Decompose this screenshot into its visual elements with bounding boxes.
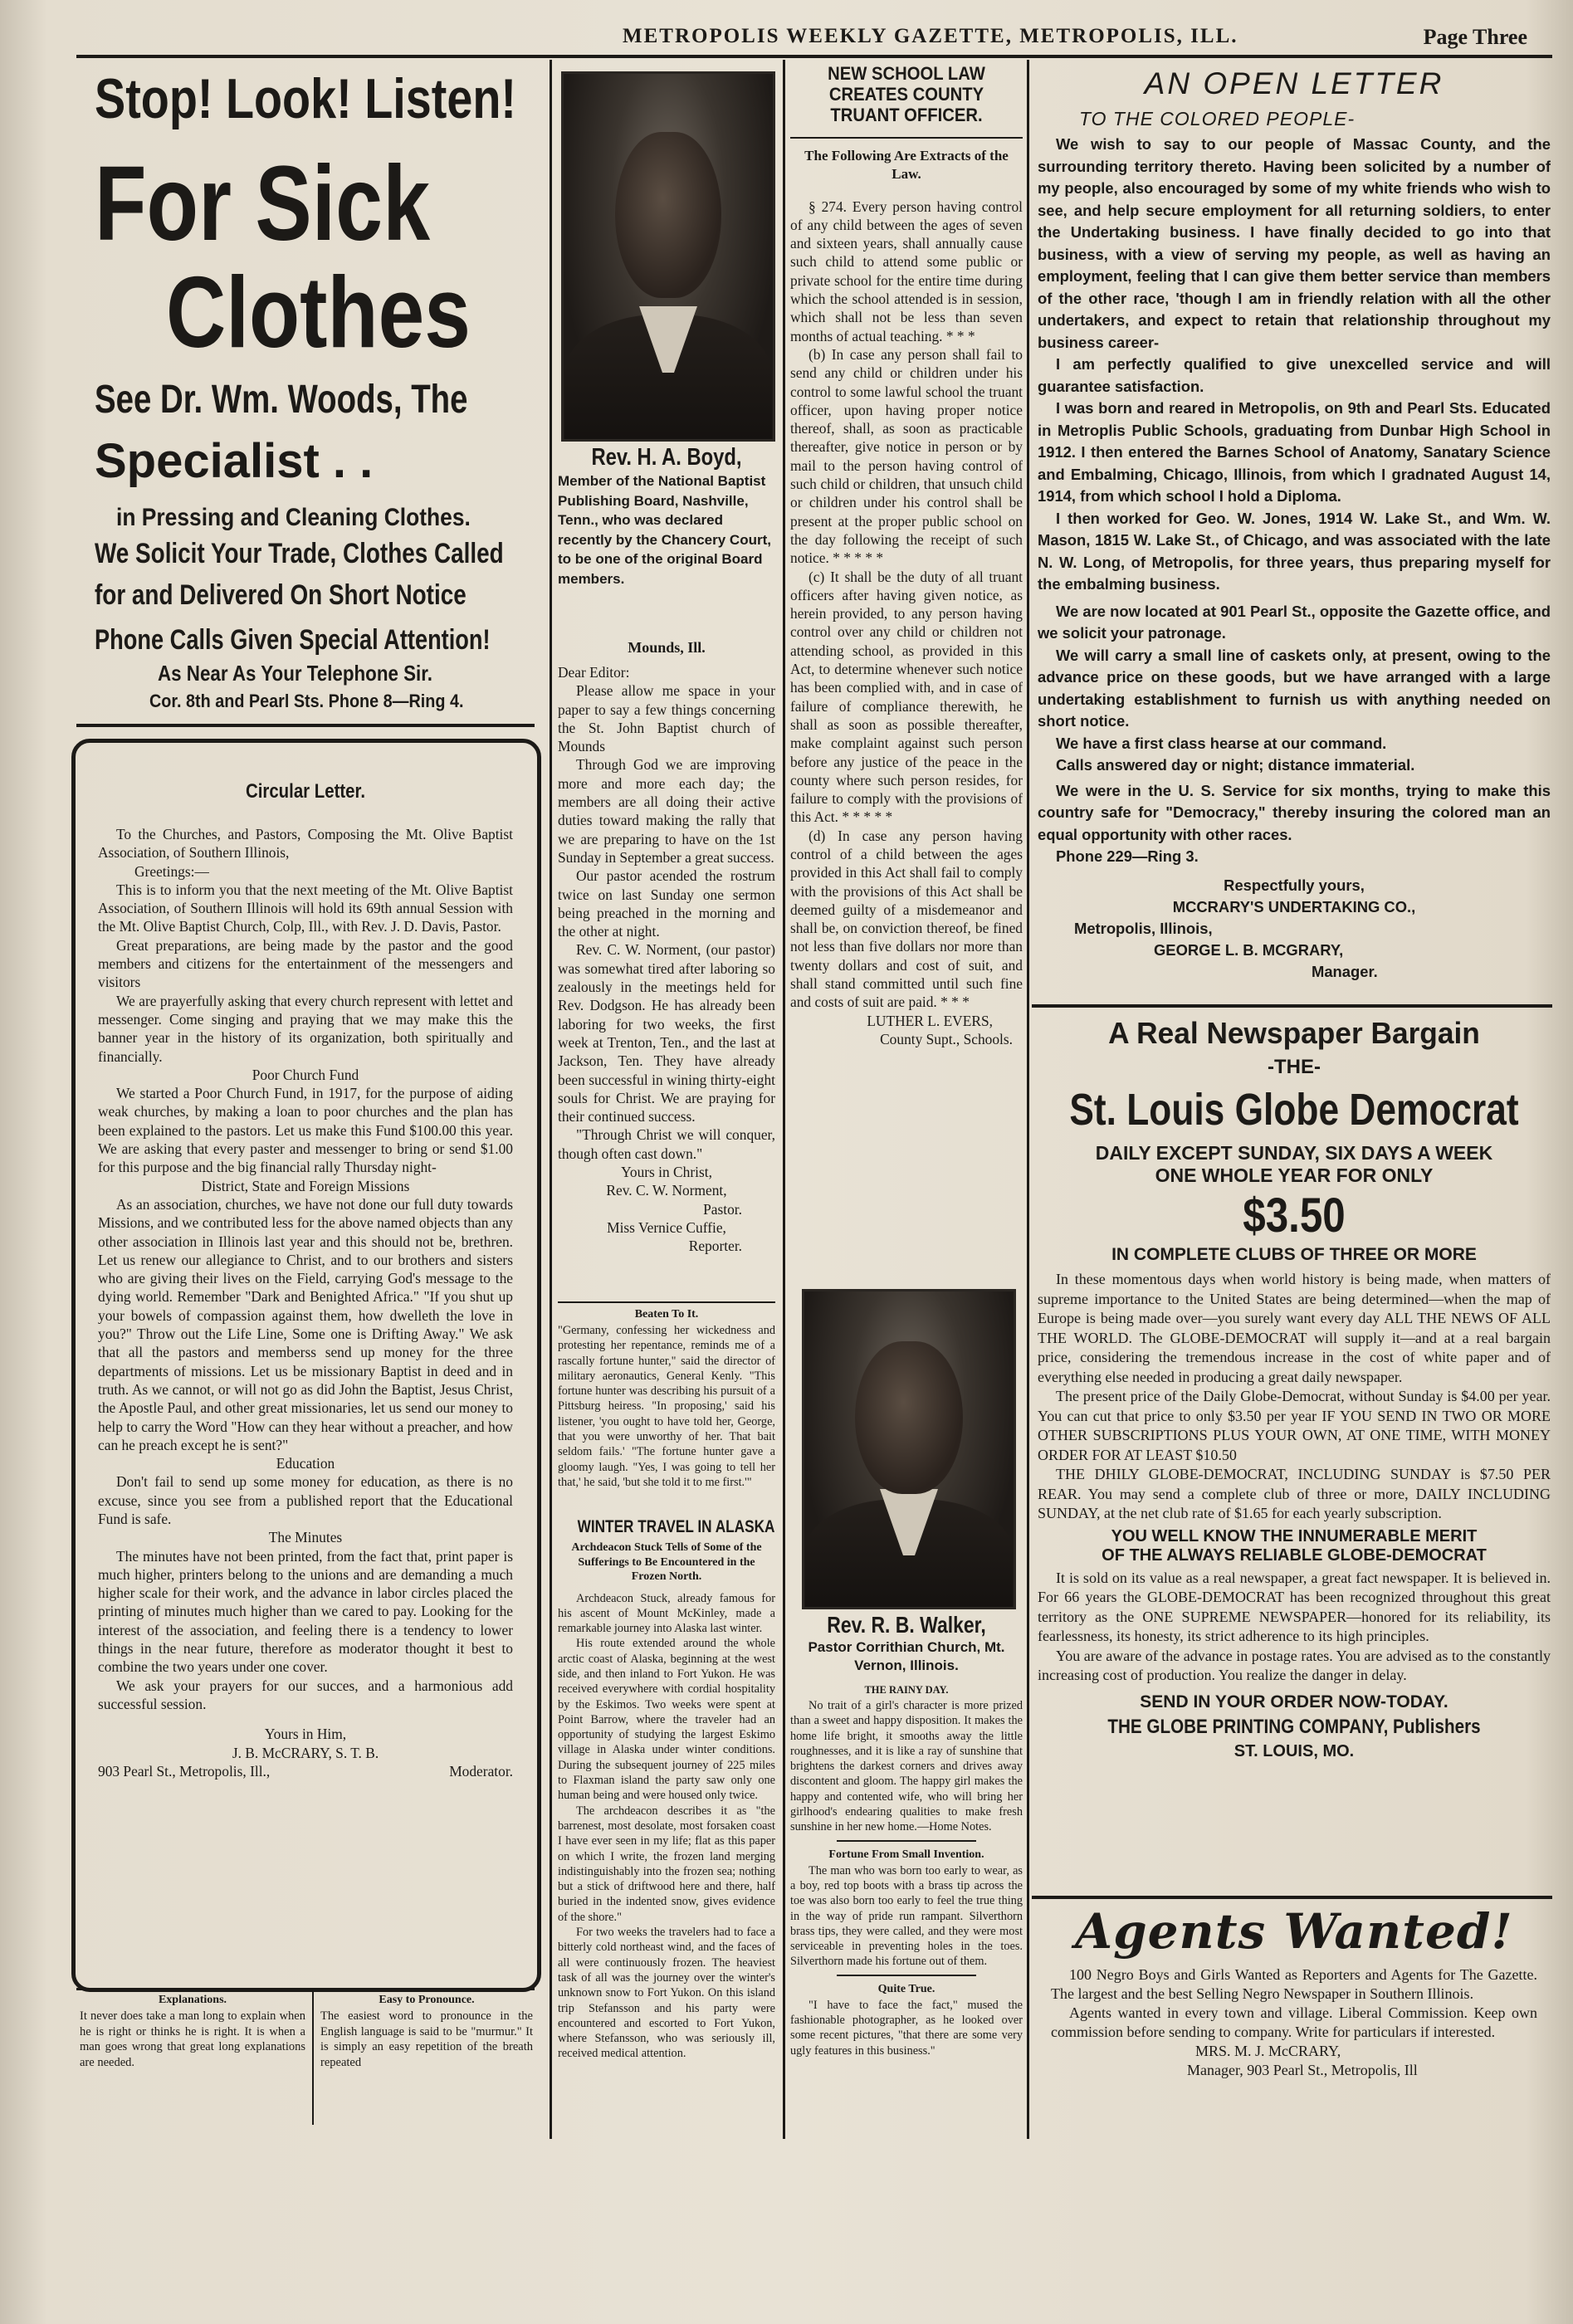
circular-closing: Yours in Him, <box>264 1726 347 1743</box>
globe-headline: A Real Newspaper Bargain <box>1108 1016 1480 1050</box>
globe-paragraph: The present price of the Daily Globe-Democrat, without Sunday is $4.00 per year. You can cut that price to only $3.50 per year IF YOU SEND IN TWO OR MORE OTHER SUBSCRIPTIONS PLUS YOUR OWN, AT ONE TIME, WITH MONEY ORDER FOR AT LEAST $10.50 <box>1038 1388 1551 1463</box>
agents-address: Manager, 903 Pearl St., Metropolis, Ill <box>1187 2062 1418 2078</box>
fortune-title: Fortune From Small Invention. <box>828 1848 984 1861</box>
globe-price: $3.50 <box>1243 1189 1346 1243</box>
explanations-item <box>80 1992 305 2158</box>
section-rule <box>1032 1896 1552 1899</box>
truant-signature-role: County Supt., Schools. <box>880 1030 1013 1047</box>
truant-article <box>790 63 1023 1275</box>
masthead <box>75 22 1552 53</box>
agents-signature: MRS. M. J. McCRARY, <box>1195 2043 1341 2059</box>
mounds-sig2: Miss Vernice Cuffie, <box>607 1218 726 1236</box>
alaska-subhead: Archdeacon Stuck Tells of Some of the Sufferings to Be Encountered in the Frozen North. <box>571 1541 762 1583</box>
globe-democrat-ad <box>1038 1011 1551 1886</box>
open-letter-phone: Phone 229—Ring 3. <box>1056 847 1199 865</box>
open-letter-paragraph: We will carry a small line of caskets only, at present, owing to the advance price on these goods, but we have arranged with a large undertaking establishment to furnish us with anything needed on short notice. <box>1038 646 1551 730</box>
alaska-article <box>558 1517 775 2136</box>
section-rule <box>558 1301 775 1303</box>
mounds-close: Yours in Christ, <box>621 1164 712 1181</box>
alaska-paragraph: His route extended around the whole arctic coast of Alaska, beginning at the west side, and then inland to Fort Yukon. He was received everywhere with cordial hospitality by the Eskimos. Two weeks were spent at Point Barrow, where the traveler had an opportunity of studying the largest Eskimo village in Alaska under winter conditions. During the subsequent journey of 225 miles to Flaxman island the party saw only one human being and were housed only twice. <box>558 1637 775 1803</box>
ad-specialist: Specialist . . <box>95 434 374 488</box>
circular-signature: J. B. McCRARY, S. T. B. <box>232 1744 379 1761</box>
truant-signature: LUTHER L. EVERS, <box>867 1012 993 1029</box>
globe-reliable: OF THE ALWAYS RELIABLE GLOBE-DEMOCRAT <box>1102 1545 1487 1565</box>
explanations-title: Explanations. <box>158 1994 227 2006</box>
section-rule <box>76 724 535 727</box>
open-letter-paragraph: We wish to say to our people of Massac County, and the surrounding territory thereto. Having been solicited by a number of my people, also encouraged by some of my white friends who wish to see, and help secure employment for all returning soldiers, to enter the Undertaking business. I have finally decided to go into that business, with a view of serving my people, as well as having an employment, feeling that I can give them better service than members of the other race, 'though I am in friendly relation with all the other undertakers, and expect to retain that relationship throughout my business career- <box>1038 135 1551 351</box>
alaska-paragraph: Archdeacon Stuck, already famous for his ascent of Mount McKinley, made a remarkable journey into Alaska last winter. <box>558 1591 775 1636</box>
agents-title: Agents Wanted! <box>1075 1903 1513 1960</box>
column-rule <box>1027 60 1029 2139</box>
ad-headline-clothes: Clothes <box>166 256 471 369</box>
globe-daily-except: DAILY EXCEPT SUNDAY, SIX DAYS A WEEK <box>1095 1142 1493 1164</box>
truant-title: NEW SCHOOL LAW CREATES COUNTY TRUANT OFFICER. <box>828 63 985 125</box>
truant-section-b: (b) In case any person shall fail to send any child or children under his control to some lawful school the truant officer, upon having proper notice thereof, shall, as soon as practicable thereafter, give notice in person or by mail to the person having control of such child or children, that unsuch child or children under his control shall be present at the proper public school on the day following the receipt of such notice. * * * * * <box>790 345 1023 567</box>
section-rule <box>1032 1004 1552 1008</box>
circular-paragraph: We are prayerfully asking that every church represent with lettet and messenger. Come singing and praying that we may make this the banner year in the history of its organization, both spiritually and financially. <box>98 992 513 1065</box>
column-rule <box>312 1992 314 2125</box>
globe-one-year: ONE WHOLE YEAR FOR ONLY <box>1155 1164 1434 1186</box>
boyd-caption <box>558 444 775 618</box>
globe-publisher: THE GLOBE PRINTING COMPANY, Publishers <box>1107 1715 1481 1738</box>
rainy-title: THE RAINY DAY. <box>864 1684 949 1696</box>
ad-line-delivered: for and Delivered On Short Notice <box>95 579 467 611</box>
open-letter-paragraph: I then worked for Geo. W. Jones, 1914 W. Lake St., and Wm. W. Mason, 1815 W. Lake St., of Chicago, and was associated with the late N. W. Long, of Metropolis, for three years, thus preparing myself for the embalming business. <box>1038 509 1551 593</box>
ad-doctor-name: See Dr. Wm. Woods, The <box>95 378 468 422</box>
masthead-title: METROPOLIS WEEKLY GAZETTE, METROPOLIS, ILL. <box>623 25 1238 47</box>
explanations-text: It never does take a man long to explain when he is right or thinks he is right. It is when a man goes wrong that great long explanations are needed. <box>80 2009 305 2069</box>
circular-greetings: Greetings:— <box>134 862 209 880</box>
boyd-name: Rev. H. A. Boyd, <box>591 444 742 471</box>
truant-section-c: (c) It shall be the duty of all truant officers after having given notice, as herein provided, to any person having control over any child or children not attending school, as provided in this Act, to determine whenever such notice has been complied with, and in case of failure of compliance therewith, he shall as soon as possible thereafter, make complaint against such person before any justice of the peace in the county where such person resides, for failure to comply with the provisions of this Act. * * * * * <box>790 568 1023 826</box>
mounds-sig1-role: Pastor. <box>703 1200 742 1218</box>
open-letter <box>1038 63 1551 1001</box>
circular-letter-title: Circular Letter. <box>246 780 365 803</box>
open-letter-title: AN OPEN LETTER <box>1144 66 1444 100</box>
section-rule <box>76 1988 535 1990</box>
open-letter-role: Manager. <box>1312 962 1378 980</box>
globe-masthead: St. Louis Globe Democrat <box>1069 1085 1519 1135</box>
circular-paragraph: Great preparations, are being made by the pastor and the good members and citizens for the entertainment of the messengers and visitors <box>98 936 513 991</box>
ad-headline-stop: Stop! Look! Listen! <box>95 67 516 130</box>
ad-line-solicit: We Solicit Your Trade, Clothes Called <box>95 538 504 569</box>
circular-paragraph: As an association, churches, we have not done our full duty towards Missions, and we contributed less for the above named objects than any other association in Illinois last year and this should not be, brethren. Let us renew our allegiance to Christ, and to our brothers and sisters who are giving their lives on the Field, carrying God's message to the dying world. Remember "Dark and Benighted Africa." "If you shut up your bowels of compassion against them, how dwelleth the love in you?" Throw out the Life Line, Some one is Drifting Away." We ask that all the pastors and memberss send up money for the three departments of missions. Let us be missionary Baptist in deed and in truth. As we cannot, or will not go as did John the Baptist, Jesus Christ, the Apostle Paul, and other great missionaries, let us send our money to help to carry the Word "How can they hear without a preacher, and how can he preach except he is sent?" <box>98 1195 513 1453</box>
alaska-paragraph: The archdeacon describes it as "the barrenest, most desolate, most forsaken coast I have ever seen in my life; flat as this paper on which I write, the frozen land merging indistinguishably into the frozen sea; nothing but a stick of driftwood here and there, half buried in the indented snow, gives evidence of the shore." <box>558 1804 775 1924</box>
mounds-sig2-role: Reporter. <box>688 1238 742 1255</box>
quite-true-title: Quite True. <box>877 1982 935 1995</box>
circular-paragraph: This is to inform you that the next meeting of the Mt. Olive Baptist Association, of Southern Illinois will hold its 69th annual Session with the Mt. Olive Baptist Church, Colp, Ill., with Rev. J. D. Davis, Pastor. <box>98 881 513 935</box>
agents-paragraph: 100 Negro Boys and Girls Wanted as Reporters and Agents for The Gazette. The largest and the best Selling Negro Newspaper in Southern Illinois. <box>1051 1966 1537 2002</box>
beaten-item <box>558 1306 775 1506</box>
pronounce-item <box>320 1992 533 2158</box>
open-letter-name: GEORGE L. B. MCGRARY, <box>1154 940 1344 959</box>
globe-merit: YOU WELL KNOW THE INNUMERABLE MERIT <box>1111 1526 1478 1545</box>
ad-line-telephone: As Near As Your Telephone Sir. <box>158 661 432 686</box>
mounds-paragraph: "Through Christ we will conquer, though often cast down." <box>558 1126 775 1162</box>
ad-address-phone: Cor. 8th and Pearl Sts. Phone 8—Ring 4. <box>149 691 464 711</box>
mounds-paragraph: Rev. C. W. Norment, (our pastor) was somewhat tired after laboring so zealously in the meetings held for Rev. Dodgson. He has already been laboring for two weeks, the first week at Trenton, Ten., and the last at Jackson, Ten. They have already been successful in wining thirty-eight souls for Christ. We are praying for their continued success. <box>558 941 775 1125</box>
masthead-rule <box>76 55 1552 58</box>
walker-caption <box>790 1612 1023 1678</box>
column-rule <box>783 60 785 2139</box>
globe-send-order: SEND IN YOUR ORDER NOW-TODAY. <box>1140 1692 1448 1711</box>
open-letter-paragraph: Calls answered day or night; distance immaterial. <box>1056 756 1415 774</box>
globe-city: ST. LOUIS, MO. <box>1233 1741 1355 1760</box>
open-letter-paragraph: We are now located at 901 Pearl St., opposite the Gazette office, and we solicit your patronage. <box>1038 602 1551 642</box>
globe-the: -THE- <box>1268 1056 1321 1078</box>
column-rule <box>550 60 552 2139</box>
circular-salutation: To the Churches, and Pastors, Composing the Mt. Olive Baptist Association, of Southern Illinois, <box>98 826 513 862</box>
quite-true-text: "I have to face the fact," mused the fashionable photographer, as he looked over some recent pictures, "that there are some very ugly features in this business." <box>790 1998 1023 2058</box>
mounds-paragraph: Our pastor acended the rostrum twice on last Sunday one sermon being preached in the morning and the other at night. <box>558 867 775 940</box>
page-number: Page Three <box>1423 25 1527 49</box>
circular-letter <box>98 780 513 1975</box>
walker-caption-text: Pastor Corrithian Church, Mt. Vernon, Illinois. <box>808 1639 1005 1673</box>
fortune-text: The man who was born too early to wear, as a boy, red top boots with a brass tip across the toe was also born too early to feel the true thing in the way of pride run rampant. Silverthorn brass tips, they were called, and they were most serviceable in preventing holes in the toes. Silverthorn made his fortune out of them. <box>790 1863 1023 1969</box>
mounds-paragraph: Through God we are improving more and more each day; the members are all doing their active duties toward making the rally that we are preparing to have on the 1st Sunday in September a great success. <box>558 756 775 866</box>
truant-section-274: § 274. Every person having control of any child between the ages of seven and sixteen years, shall annually cause such child to attend some public or private school for the entire time during which the school attended is in session, which shall not be less than seven months of actual teaching. * * * <box>790 198 1023 344</box>
pronounce-title: Easy to Pronounce. <box>379 1994 475 2006</box>
circular-subhead: District, State and Foreign Missions <box>201 1177 410 1194</box>
agents-paragraph: Agents wanted in every town and village. Liberal Commission. Keep own commission before sending to company. Write for particulars if interested. <box>1051 2004 1537 2040</box>
circular-paragraph: The minutes have not been printed, from the fact that, print paper is much higher, printers belong to the unions and are demanding a much higher scale for their work, and the advance in labor circles placed the printing of minutes much higher than we cared to pay. Looking for the interest of the association, and feeling there is a tendency to lower things in the near future, therefore as moderator thought it best to combine the two years under one cover. <box>98 1547 513 1676</box>
truant-section-d: (d) In case any person having control of a child between the ages provided in this Act shall fail to comply with the provisions of this Act shall be deemed guilty of a misdemeanor and shall be, on conviction thereof, be fined not less than five dollars nor more than twenty dollars and cost of suit, and shall stand committed until such fine and costs of suit are paid. * * * <box>790 827 1023 1011</box>
rainy-text: No trait of a girl's character is more prized than a sweet and happy disposition. It makes the home life bright, it smooths away the little roughnesses, and it is like a ray of sunshine that brightens the darkest corners and drives away discontent and gloom. The happy girl makes the happy and contented wife, who will bring her girlhood's endearing qualities to make fresh sunshine in her new home.—Home Notes. <box>790 1699 1023 1834</box>
ad-line-phone-calls: Phone Calls Given Special Attention! <box>95 624 491 656</box>
agents-wanted-ad <box>1038 1902 1551 2143</box>
open-letter-paragraph: I was born and reared in Metropolis, on 9th and Pearl Sts. Educated in Metroplis Public Schools, graduating from Dunbar High School in 1912. I then entered the Barnes School of Anatomy, Sanatary Science and Embalming, Chicago, Illinois, from which I gradnated August 14, 1914, from which school I hold a Diploma. <box>1038 399 1551 505</box>
globe-paragraph: It is sold on its value as a real newspaper, a great fact newspaper. It is believed in. For 66 years the GLOBE-DEMOCRAT has been recognized throughout this great territory as the ONE SUPREME NEWSPAPER—honored for its reliability, its fearlessness, its honesty, its strict adherence to its high principles. <box>1038 1569 1551 1644</box>
circular-role: Moderator. <box>449 1762 513 1780</box>
short-items <box>790 1682 1023 2138</box>
open-letter-paragraph: We have a first class hearse at our command. <box>1056 734 1387 752</box>
open-letter-paragraph: I am perfectly qualified to give unexcelled service and will guarantee satisfaction. <box>1038 355 1551 395</box>
circular-subhead: The Minutes <box>268 1529 343 1546</box>
mounds-greeting: Dear Editor: <box>558 664 630 681</box>
portrait-walker <box>802 1289 1016 1609</box>
open-letter-paragraph: We were in the U. S. Service for six months, trying to make this country safe for "Democracy," thereby insuring the colored man an equal opportunity with other races. <box>1038 781 1551 843</box>
mounds-dateline: Mounds, Ill. <box>628 639 706 656</box>
ad-headline-for-sick: For Sick <box>95 144 431 263</box>
circular-address: 903 Pearl St., Metropolis, Ill., <box>98 1762 271 1780</box>
globe-paragraph: In these momentous days when world history is being made, when matters of supreme importance to the United States are being determined—when the map of Europe is being made over—you surely want every day ALL THE NEWS OF ALL THE WORLD. The GLOBE-DEMOCRAT will supply it—and at a real bargain price, considering the tremendous increase in the cost of white paper and of everything else needed in producing a great daily newspaper. <box>1038 1271 1551 1385</box>
globe-clubs: IN COMPLETE CLUBS OF THREE OR MORE <box>1111 1245 1477 1264</box>
beaten-title: Beaten To It. <box>634 1308 699 1321</box>
walker-name: Rev. R. B. Walker, <box>827 1612 986 1638</box>
open-letter-to: TO THE COLORED PEOPLE- <box>1079 108 1356 129</box>
ad-line-pressing: in Pressing and Cleaning Clothes. <box>116 504 471 531</box>
alaska-paragraph: For two weeks the travelers had to face a bitterly cold northeast wind, and the faces of all were continuously frozen. The heaviest task of all was the journey over the winter's unknown snow to Fort Yukon. On this island trip Stefansson and his party were encountered and escorted to Fort Yukon, where Stefansson, who was seriously ill, received medical attention. <box>558 1926 775 2061</box>
sick-clothes-ad <box>83 63 535 719</box>
alaska-title: WINTER TRAVEL IN ALASKA <box>577 1517 775 1536</box>
circular-address-line <box>98 1762 513 1780</box>
circular-subhead: Poor Church Fund <box>252 1066 359 1083</box>
portrait-boyd <box>561 71 775 442</box>
circular-paragraph: We ask your prayers for our succes, and a harmonious add successful session. <box>98 1677 513 1712</box>
beaten-text: "Germany, confessing her wickedness and protesting her repentance, reminds me of a rascally fortune hunter," said the director of military aeronautics, General Kenly. "This fortune hunter was describing his pursuit of a Pittsburg heiress. "In proposing,' said his listener, 'you ought to have told her, George, that you were unworthy of her. That bait seldom fails.' "The fortune hunter gave a gloomy laugh. "Yes, I was going to tell her that,' he said, 'but she told it to me first.'" <box>558 1324 775 1489</box>
boyd-caption-text: Member of the National Baptist Publishing Board, Nashville, Tenn., who was declared recently by the Chancery Court, to be one of the original Board members. <box>558 473 771 587</box>
pronounce-text: The easiest word to pronounce in the English language is said to be "murmur." It is simply an easy repetition of the breath repeated <box>320 2009 533 2069</box>
mounds-letter <box>558 639 775 1303</box>
mounds-paragraph: Please allow me space in your paper to say a few things concerning the St. John Baptist church of Mounds <box>558 682 775 755</box>
circular-subhead: Education <box>276 1455 335 1472</box>
open-letter-close: Respectfully yours, <box>1224 876 1365 894</box>
circular-paragraph: Don't fail to send up some money for education, as there is no excuse, since you see from a published report that the Educational Fund is safe. <box>98 1473 513 1527</box>
mounds-sig1: Rev. C. W. Norment, <box>606 1182 727 1199</box>
open-letter-company: MCCRARY'S UNDERTAKING CO., <box>1172 897 1416 915</box>
globe-paragraph: You are aware of the advance in postage rates. You are advised as to the constantly increasing cost of production. You realize the danger in delay. <box>1038 1647 1551 1683</box>
open-letter-city: Metropolis, Illinois, <box>1074 919 1213 937</box>
globe-paragraph: THE DHILY GLOBE-DEMOCRAT, INCLUDING SUNDAY is $7.50 PER REAR. You may send a complete club of three or more, DAILY INCLUDING SUNDAY, at the net club rate of $1.65 for each yearly subscription. <box>1038 1466 1551 1521</box>
truant-subhead: The Following Are Extracts of the Law. <box>804 148 1009 183</box>
circular-paragraph: We started a Poor Church Fund, in 1917, for the purpose of aiding weak churches, by making a loan to poor churches and the plan has been explained to the pastors. Let us make this Fund $100.00 this year. We are asking that every paster and messenger to bring or send $1.00 for this purpose and the big financial rally Thursday night- <box>98 1085 513 1176</box>
